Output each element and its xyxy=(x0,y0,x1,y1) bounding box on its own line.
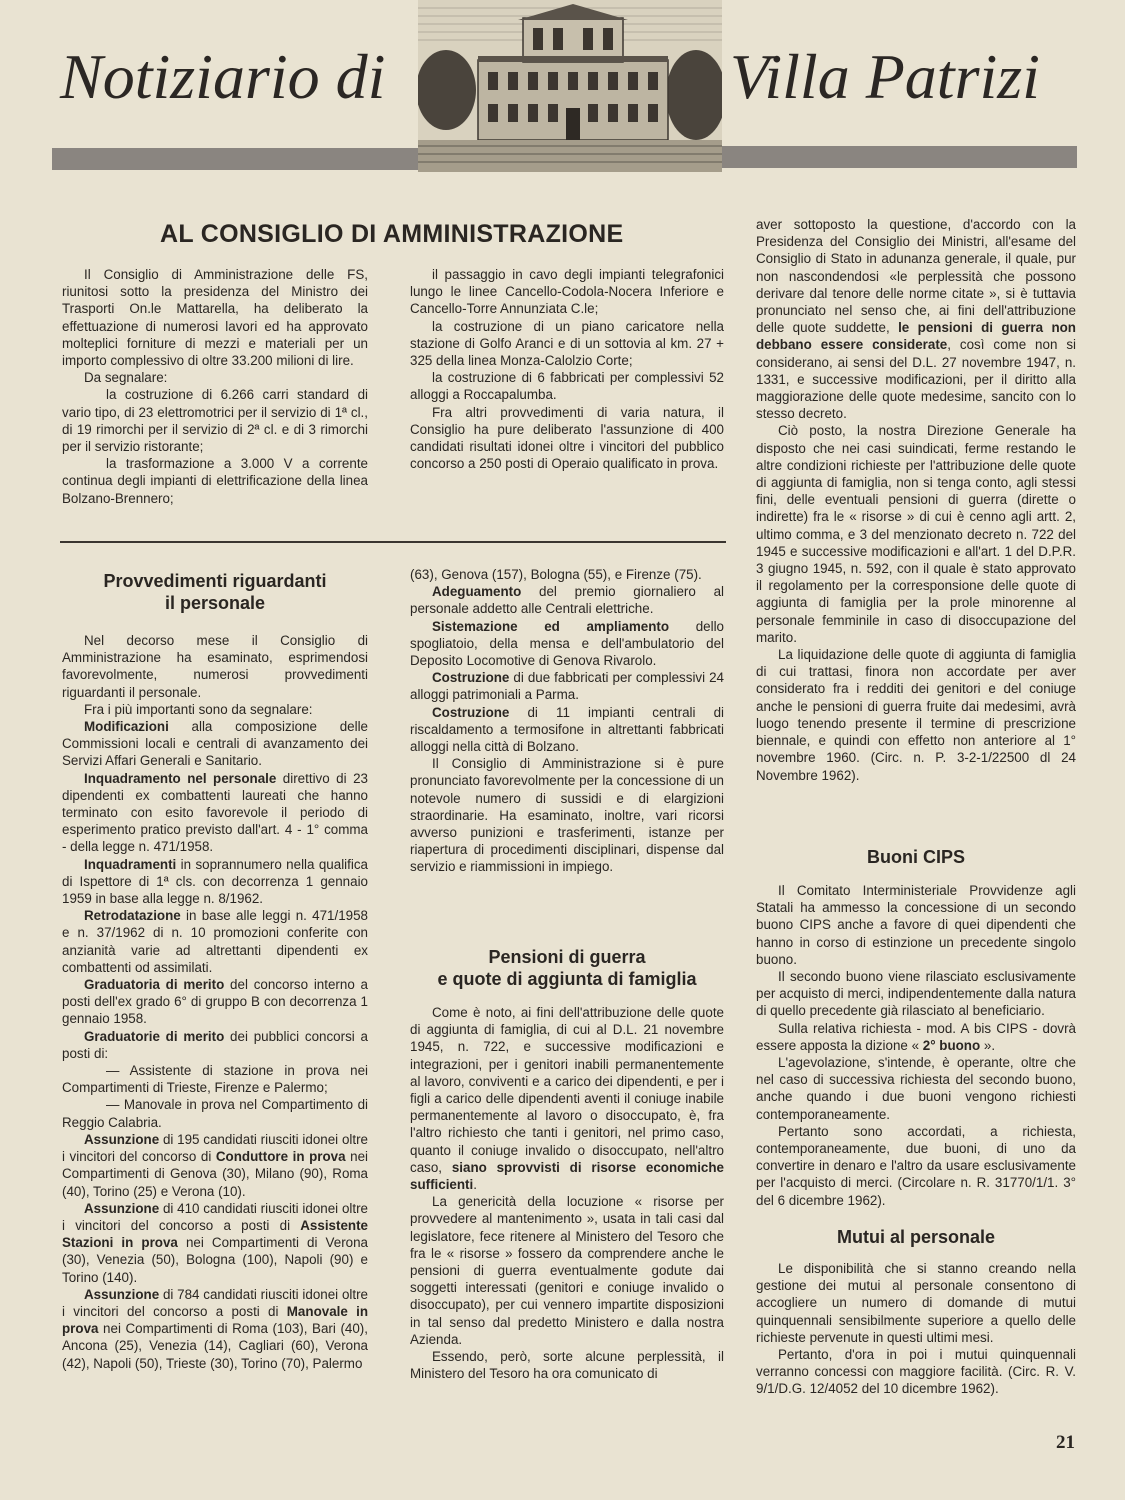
list-item: Costruzione di 11 impianti centrali di riscaldamento a termosifone in altrettanti fabbricati alloggi nella città di Bolzano. xyxy=(410,704,724,755)
intro-column-1 xyxy=(62,266,368,507)
cips-column xyxy=(756,882,1076,1209)
paragraph: Essendo, però, sorte alcune perplessità, il Ministero del Tesoro ha ora comunicato di xyxy=(410,1349,724,1382)
bold-lead: Graduatorie di merito xyxy=(84,1028,225,1044)
intro-column-2 xyxy=(410,266,724,472)
column-3-upper xyxy=(756,216,1076,784)
paragraph: Il secondo buono viene rilasciato esclusivamente per acquisto di merci, indipendentemente dalla natura di quello precedente già rilasciato al beneficiario. xyxy=(756,969,1076,1019)
villa-engraving-illustration xyxy=(418,0,722,172)
list-item: Adeguamento del premio giornaliero al personale addetto alle Centrali elettriche. xyxy=(410,584,724,617)
personale-column-1 xyxy=(62,632,368,1372)
list-item: Modificazioni alla composizione delle Commissioni locali e centrali di avanzamento dei Servizi Affari Generali e Sanitario. xyxy=(62,719,368,769)
list-item: Retrodatazione in base alle leggi n. 471/1958 e n. 37/1962 di n. 10 promozioni conferite con anzianità varie ad altrettanti dipendenti ex combattenti od assimilati. xyxy=(62,908,368,975)
paragraph: Il Comitato Interministeriale Provvidenze agli Statali ha ammesso la concessione di un secondo buono CIPS anche a favore di quei dipendenti che hanno in corso di estinzione un precedente singolo buono. xyxy=(756,883,1076,967)
pensioni-column xyxy=(410,1004,724,1382)
paragraph: Il Consiglio di Amministrazione delle FS, riunitosi sotto la presidenza del Ministro dei Trasporti On.le Mattarella, ha deliberato la effettuazione di numerosi lavori ed ha approvato molteplici forniture di mezzi e materiali per un importo complessivo di oltre 33.200 milioni di lire. xyxy=(62,267,368,369)
paragraph: Il Consiglio di Amministrazione si è pure pronunciato favorevolmente per la concessione di un notevole numero di sussidi e di elargizioni straordinarie. Ha esaminato, inoltre, vari ricorsi avverso punizioni e trasferimenti, istanze per riapertura di procedimenti disciplinari, dispense dal servizio e riammissioni in impiego. xyxy=(410,756,724,875)
paragraph: Pertanto sono accordati, a richiesta, contemporaneamente, due buoni, di uno da convertire in denaro e l'altro da usare esclusivamente per l'acquisto di merci. (Circolare n. R. 31770/1/1. 3° del 6 dicembre 1962). xyxy=(756,1123,1076,1208)
list-item: Inquadramento nel personale direttivo di 23 dipendenti ex combattenti laureati che hanno terminato con esito favorevole il periodo di esperimento pratico previsto dall'art. 4 - 1° comma - della legge n. 471/1958. xyxy=(62,770,368,855)
paragraph: la costruzione di 6.266 carri standard di vario tipo, di 23 elettromotrici per il servizio di 1ª cl., di 19 rimorchi per il servizio di 2ª cl. e di 3 rimorchi per il servizio ristorante; xyxy=(62,387,368,455)
paragraph: La liquidazione delle quote di aggiunta di famiglia di cui trattasi, finora non accordate per aver considerato fra i redditi dei genitori e del coniuge anche le pensioni di guerra fruite dai medesimi, avrà luogo tenendo presente il termine di prescrizione biennale, e quindi con effetto non anteriore al 1° novembre 1960. (Circ. n. P. 3-2-1/22500 dl 24 Novembre 1962). xyxy=(756,647,1076,783)
list-item: Inquadramenti in soprannumero nella qualifica di Ispettore di 1ª cls. con decorrenza 1 gennaio 1959 in base alla legge n. 8/1962. xyxy=(62,856,368,907)
main-article-title: AL CONSIGLIO DI AMMINISTRAZIONE xyxy=(160,220,624,248)
page-number: 21 xyxy=(1056,1432,1075,1453)
bold-lead: Inquadramento nel personale xyxy=(84,770,277,786)
heading-line: il personale xyxy=(164,593,266,613)
personale-column-2 xyxy=(410,566,724,876)
paragraph: Sulla relativa richiesta - mod. A bis CIPS - dovrà essere apposta la dizione « 2° buono ». xyxy=(756,1020,1076,1053)
paragraph: Fra altri provvedimenti di varia natura, il Consiglio ha pure deliberato l'assunzione di 400 candidati risultati idonei oltre i vincitori del pubblico concorso a 250 posti di Operaio qualificato in prova. xyxy=(410,404,724,472)
list-item: Assunzione di 410 candidati riusciti idonei oltre i vincitori del concorso a posti di Assistente Stazioni in prova nei Compartimenti di Verona (30), Venezia (50), Bologna (100), Napoli (90) e Torino (140). xyxy=(62,1200,369,1285)
paragraph: Fra i più importanti sono da segnalare: xyxy=(84,701,313,717)
paragraph: Nel decorso mese il Consiglio di Amministrazione ha esaminato, esprimendosi favorevolmente, numerosi provvedimenti riguardanti il personale. xyxy=(62,633,368,700)
heading-line: e quote di aggiunta di famiglia xyxy=(437,969,697,989)
masthead-bar-left xyxy=(52,148,420,170)
paragraph: La genericità della locuzione « risorse per provvedere al mantenimento », usata in tali casi dal legislatore, fece ritenere al Ministero del Tesoro che fra le « risorse » fossero da comprendere anche le pensioni di guerra eventualmente godute dai soggetti interessati (genitori e coniuge invalido o disoccupato), per cui vennero impartite disposizioni in tal senso dal predetto Ministero e dalla nostra Azienda. xyxy=(410,1194,724,1347)
paragraph: Come è noto, ai fini dell'attribuzione delle quote di aggiunta di famiglia, di cui al D.L. 21 novembre 1945, n. 722, e successive modificazioni e integrazioni, per i genitori inabili permanentemente al lavoro, conviventi e a carico dei dipendenti, e per i figli a carico delle dipendenti aventi il coniuge inabile permanentemente al lavoro o disoccupato, è, fra l'altro richiesto che tanti i genitori, nel primo caso, quanto il coniuge invalido o disoccupato, nell'altro caso, siano sprovvisti di risorse economiche sufficienti. xyxy=(410,1005,725,1193)
bold-lead: Graduatoria di merito xyxy=(84,977,225,993)
section-heading-personale xyxy=(62,570,368,614)
bold-lead: Retrodatazione xyxy=(84,908,181,924)
masthead-title-left: Notiziario di xyxy=(60,41,386,112)
paragraph: la costruzione di un piano caricatore nella stazione di Golfo Aranci e di un sottovia al km. 27 + 325 della linea Monza-Calolzio Corte; xyxy=(410,318,724,369)
paragraph: la trasformazione a 3.000 V a corrente continua degli impianti di elettrificazione della linea Bolzano-Brennero; xyxy=(62,456,368,506)
section-heading-mutui: Mutui al personale xyxy=(836,1227,996,1247)
list-item: Assunzione di 195 candidati riusciti idonei oltre i vincitori del concorso di Conduttore in prova nei Compartimenti di Genova (30), Milano (90), Roma (40), Torino (25) e Verona (10). xyxy=(62,1131,369,1199)
paragraph: Pertanto, d'ora in poi i mutui quinquennali verranno concessi con maggiore facilità. (Circ. R. V. 9/1/D.G. 12/4052 del 10 dicembre 1962). xyxy=(756,1347,1076,1397)
paragraph: Da segnalare: xyxy=(84,370,168,386)
paragraph: il passaggio in cavo degli impianti telegrafonici lungo le linee Cancello-Codola-Nocera Inferiore e Cancello-Torre Annunziata C.le; xyxy=(410,267,724,317)
paragraph: (63), Genova (157), Bologna (55), e Firenze (75). xyxy=(410,567,702,582)
masthead-title-right: Villa Patrizi xyxy=(730,41,1040,112)
paragraph: aver sottoposto la questione, d'accordo con la Presidenza del Consiglio dei Ministri, all'esame del Consiglio di Stato in adunanza generale, il quale, pur non nascondendosi «le perplessità che possono derivare dal tenore delle norme citate », si è tuttavia pronunciato nel senso che, ai fini dell'attribuzione delle quote suddette, le pensioni di guerra non debbano essere considerate, così come non si considerano, ai sensi del D.L. 27 novembre 1947, n. 1331, e successive modificazioni, per il diritto alla maggiorazione delle quote medesime, sancito con lo stesso decreto. xyxy=(756,217,1076,422)
mutui-column xyxy=(756,1260,1076,1398)
paragraph: Ciò posto, la nostra Direzione Generale ha disposto che nei casi suindicati, ferme restando le altre condizioni richieste per l'attribuzione delle quote di aggiunta di famiglia, non si tenga conto, agli stessi fini, delle eventuali pensioni di guerra (dirette o indirette) fra le « risorse » di cui è cenno agli artt. 2, ultimo comma, e 3 del menzionato decreto n. 722 del 1945 e successive modificazioni e all'art. 1 del D.P.R. 3 giugno 1945, n. 592, con il quale è stato approvato il regolamento per la corresponsione delle quote di aggiunta di famiglia per la prole minorenne al personale femminile in caso di disoccupazione del marito. xyxy=(756,423,1076,645)
section-heading-pensioni xyxy=(410,946,724,990)
bold-lead: Inquadramenti xyxy=(84,856,177,872)
list-item: Costruzione di due fabbricati per complessivi 24 alloggi patrimoniali a Parma. xyxy=(410,670,724,703)
paragraph: la costruzione di 6 fabbricati per complessivi 52 alloggi a Roccapalumba. xyxy=(410,370,724,403)
list-item: Graduatorie di merito dei pubblici concorsi a posti di: xyxy=(62,1028,368,1061)
heading-line: Provvedimenti riguardanti xyxy=(103,571,327,591)
list-item: Sistemazione ed ampliamento dello spogliatoio, della mensa e dell'ambulatorio del Deposito Locomotive di Genova Rivarolo. xyxy=(410,618,725,669)
dash-item: — Manovale in prova nel Compartimento di Reggio Calabria. xyxy=(62,1097,368,1130)
list-item: Graduatoria di merito del concorso interno a posti dell'ex grado 6° di gruppo B con decorrenza 1 gennaio 1958. xyxy=(62,977,368,1027)
paragraph: Le disponibilità che si stanno creando nella gestione dei mutui al personale consentono di accogliere un numero di domande di mutui quinquennali sensibilmente superiore a quello delle richieste pervenute in questi ultimi mesi. xyxy=(756,1261,1076,1345)
bold-lead: Modificazioni xyxy=(84,719,169,735)
list-item: Assunzione di 784 candidati riusciti idonei oltre i vincitori del concorso a posti di Manovale in prova nei Compartimenti di Roma (103), Bari (40), Ancona (25), Venezia (14), Cagliari (60), Verona (42), Napoli (50), Trieste (30), Torino (70), Palermo xyxy=(62,1286,368,1371)
section-divider xyxy=(60,541,726,543)
masthead-bar-right xyxy=(722,146,1077,168)
section-heading-cips: Buoni CIPS xyxy=(867,847,965,867)
dash-item: — Assistente di stazione in prova nei Compartimenti di Trieste, Firenze e Palermo; xyxy=(62,1063,368,1096)
heading-line: Pensioni di guerra xyxy=(488,947,646,967)
paragraph: L'agevolazione, s'intende, è operante, oltre che nel caso di successiva richiesta del secondo buono, anche quando i due buoni vengono richiesti contemporaneamente. xyxy=(756,1055,1076,1122)
